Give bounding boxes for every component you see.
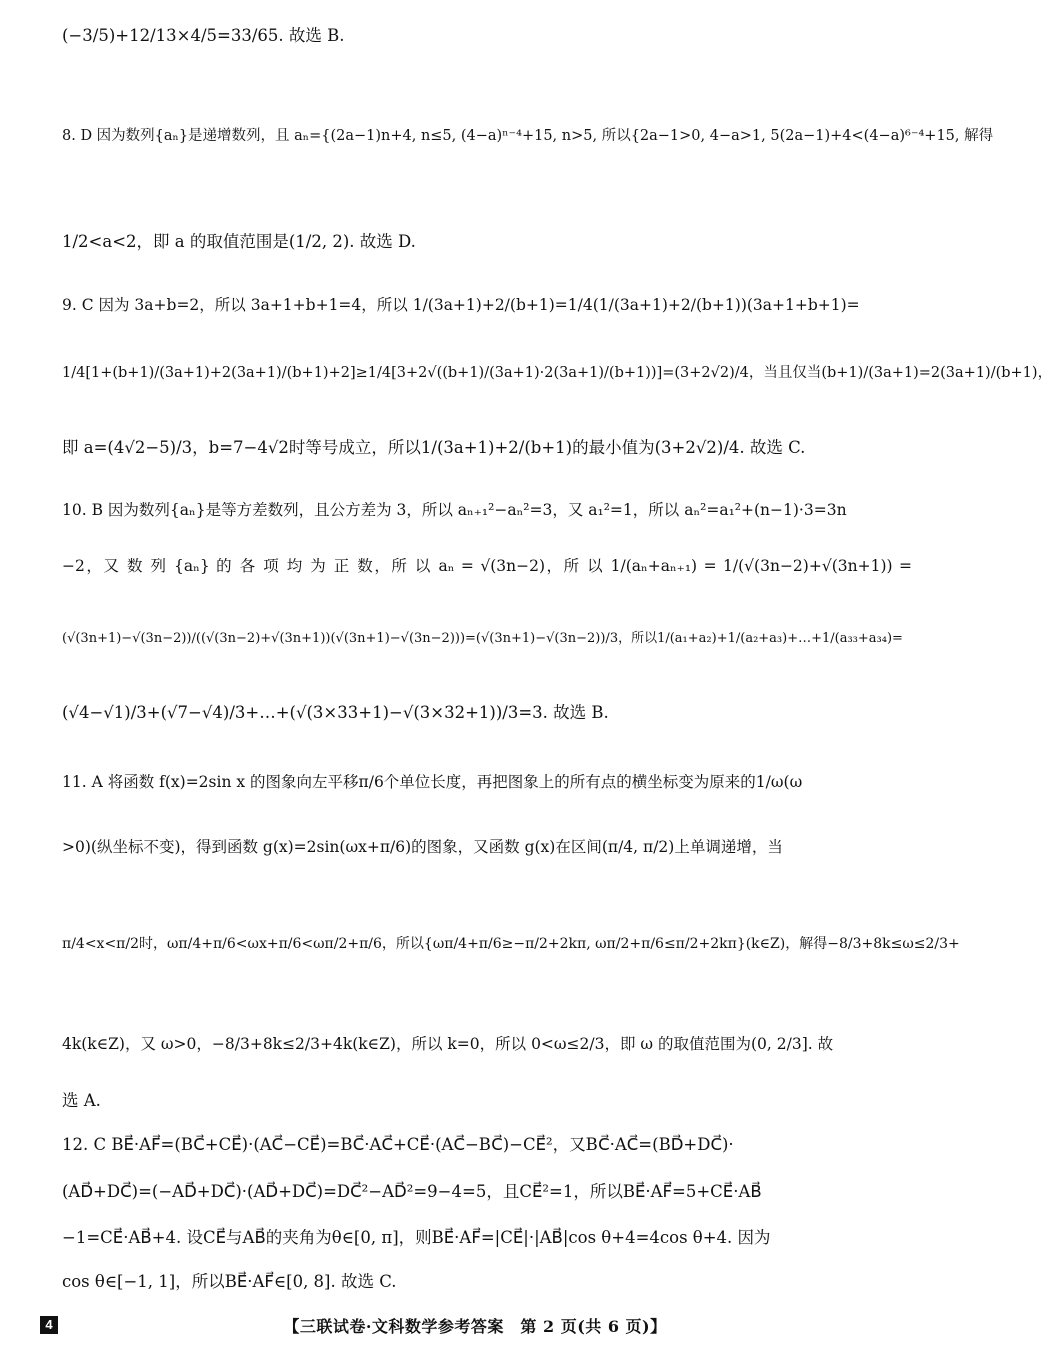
- solution-12-line-4: cos θ∈[−1, 1]，所以BE⃗·AF⃗∈[0, 8]. 故选 C.: [62, 1272, 397, 1291]
- solution-11-line-4: 4k(k∈Z)，又 ω>0，−8/3+8k≤2/3+4k(k∈Z)，所以 k=0，所以 0<ω≤2/3，即 ω 的取值范围为(0, 2/3]. 故: [62, 1035, 834, 1053]
- solution-9-line-1: 9. C 因为 3a+b=2，所以 3a+1+b+1=4，所以 1/(3a+1)+2/(b+1)=1/4(1/(3a+1)+2/(b+1))(3a+1+b+1)=: [62, 296, 860, 314]
- solution-12-line-3: −1=CE⃗·AB⃗+4. 设CE⃗与AB⃗的夹角为θ∈[0, π]，则BE⃗·AF⃗=|CE⃗|·|AB⃗|cos θ+4=4cos θ+4. 因为: [62, 1228, 771, 1247]
- solution-11-line-5: 选 A.: [62, 1091, 101, 1110]
- solution-10-line-1: 10. B 因为数列{aₙ}是等方差数列，且公方差为 3，所以 aₙ₊₁²−aₙ²=3，又 a₁²=1，所以 aₙ²=a₁²+(n−1)·3=3n: [62, 501, 847, 519]
- solution-11-line-1: 11. A 将函数 f(x)=2sin x 的图象向左平移π/6个单位长度，再把图象上的所有点的横坐标变为原来的1/ω(ω: [62, 773, 803, 791]
- solution-10-line-4: (√4−√1)/3+(√7−√4)/3+…+(√(3×33+1)−√(3×32+1))/3=3. 故选 B.: [62, 703, 609, 722]
- solution-10-line-3: (√(3n+1)−√(3n−2))/((√(3n−2)+√(3n+1))(√(3n+1)−√(3n−2)))=(√(3n+1)−√(3n−2))/3，所以1/(a₁+a₂)+1/(a₂+a₃)+…+1/(a₃₃+a₃₄)=: [62, 631, 903, 646]
- solution-10-line-2: −2，又 数 列 {aₙ} 的 各 项 均 为 正 数，所 以 aₙ = √(3n−2)，所 以 1/(aₙ+aₙ₊₁) = 1/(√(3n−2)+√(3n+1)) =: [62, 557, 912, 575]
- solution-12-line-1: 12. C BE⃗·AF⃗=(BC⃗+CE⃗)·(AC⃗−CE⃗)=BC⃗·AC⃗+CE⃗·(AC⃗−BC⃗)−CE⃗²，又BC⃗·AC⃗=(BD⃗+DC⃗)·: [62, 1135, 734, 1154]
- page-number-badge: 4: [40, 1316, 58, 1334]
- solution-11-line-3: π/4<x<π/2时，ωπ/4+π/6<ωx+π/6<ωπ/2+π/6，所以{ωπ/4+π/6≥−π/2+2kπ, ωπ/2+π/6≤π/2+2kπ}(k∈Z)，解得−8/3+8k≤ω≤2/3+: [62, 936, 960, 952]
- solution-8-line-2: 1/2<a<2，即 a 的取值范围是(1/2, 2). 故选 D.: [62, 232, 416, 251]
- solution-12-line-2: (AD⃗+DC⃗)=(−AD⃗+DC⃗)·(AD⃗+DC⃗)=DC⃗²−AD⃗²=9−4=5，且CE⃗²=1，所以BE⃗·AF⃗=5+CE⃗·AB⃗: [62, 1182, 762, 1201]
- solution-9-line-2: 1/4[1+(b+1)/(3a+1)+2(3a+1)/(b+1)+2]≥1/4[3+2√((b+1)/(3a+1)·2(3a+1)/(b+1))]=(3+2√2)/4，当且仅当(b+1)/(3a+1)=2(3a+1)/(b+1)，: [62, 365, 1052, 381]
- solution-11-line-2: >0)(纵坐标不变)，得到函数 g(x)=2sin(ωx+π/6)的图象，又函数 g(x)在区间(π/4, π/2)上单调递增，当: [62, 838, 783, 856]
- solution-8-line-1: 8. D 因为数列{aₙ}是递增数列，且 aₙ={(2a−1)n+4, n≤5, (4−a)ⁿ⁻⁴+15, n>5, 所以{2a−1>0, 4−a>1, 5(2a−1)+4<(4−a)⁶⁻⁴+15, 解得: [62, 128, 994, 144]
- solution-9-line-3: 即 a=(4√2−5)/3，b=7−4√2时等号成立，所以1/(3a+1)+2/(b+1)的最小值为(3+2√2)/4. 故选 C.: [62, 438, 806, 457]
- solution-7-conclusion: (−3/5)+12/13×4/5=33/65. 故选 B.: [62, 26, 345, 45]
- page-footer: [0, 1312, 950, 1340]
- footer-title: 【三联试卷·文科数学参考答案 第 2 页(共 6 页)】: [283, 1317, 667, 1336]
